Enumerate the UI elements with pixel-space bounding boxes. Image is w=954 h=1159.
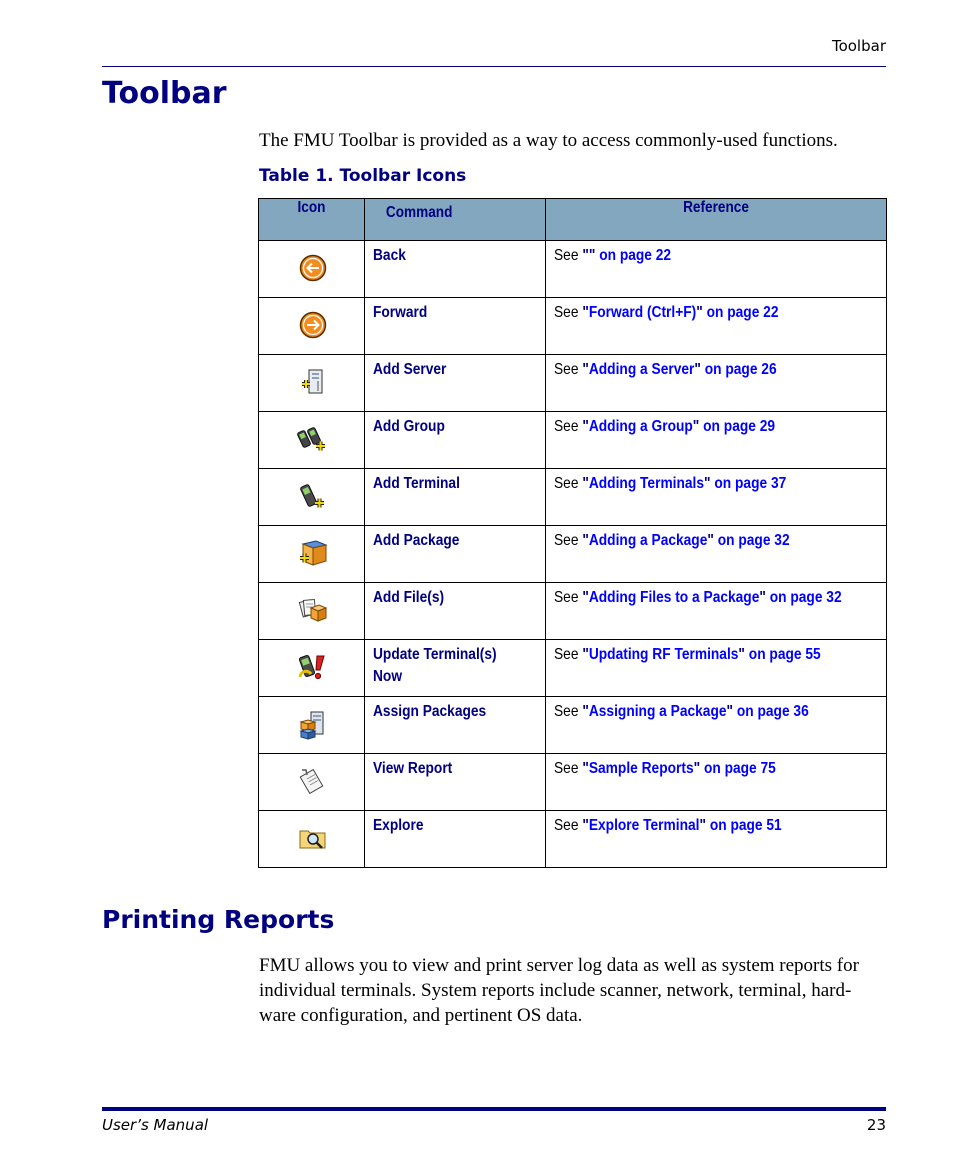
table-row (259, 583, 887, 640)
reference-link[interactable]: Assigning a Package (588, 703, 727, 720)
table-header-row (259, 199, 887, 241)
reference-link[interactable]: Forward (Ctrl+F) (588, 304, 697, 321)
reference-text: See "Adding Terminals" on page 37 (554, 475, 787, 492)
table-row (259, 298, 887, 355)
command-label: Assign Packages (373, 703, 487, 720)
reference-text: See "" on page 22 (554, 247, 672, 264)
reference-link[interactable]: Adding a Server (588, 361, 695, 378)
reference-page-link[interactable]: on page 22 (702, 304, 779, 321)
reference-page-link[interactable]: on page 26 (700, 361, 777, 378)
reference-link[interactable]: Adding Files to a Package (588, 589, 760, 606)
toolbar-icons-table (258, 198, 887, 868)
forward-arrow-icon (298, 310, 328, 340)
table-row (259, 412, 887, 469)
reference-text: See "Sample Reports" on page 75 (554, 760, 776, 777)
section-title-printing-reports: Printing Reports (102, 905, 335, 934)
add-files-icon (297, 595, 329, 625)
back-arrow-icon (298, 253, 328, 283)
reference-text: See "Adding Files to a Package" on page 32 (554, 589, 842, 606)
reference-page-link[interactable]: on page 37 (710, 475, 787, 492)
command-label: Update Terminal(s) Now (373, 646, 497, 685)
reference-link[interactable]: Updating RF Terminals (588, 646, 739, 663)
add-group-icon (297, 424, 329, 454)
reference-page-link[interactable]: on page 75 (700, 760, 776, 777)
command-label: Add File(s) (373, 589, 445, 606)
reference-page-link[interactable]: on page 55 (744, 646, 821, 663)
reference-text: See "Assigning a Package" on page 36 (554, 703, 809, 720)
reference-link[interactable]: Sample Reports (588, 760, 694, 777)
table-row (259, 241, 887, 298)
command-label: Forward (373, 304, 428, 321)
header-rule (102, 66, 886, 67)
reference-text: See "Explore Terminal" on page 51 (554, 817, 782, 834)
command-label: Add Server (373, 361, 447, 378)
table-row (259, 469, 887, 526)
paragraph-line: FMU allows you to view and print server log data as well as system reports for (259, 955, 859, 976)
reference-page-link[interactable]: on page 29 (699, 418, 776, 435)
reference-text: See "Adding a Server" on page 26 (554, 361, 777, 378)
column-header-command: Command (365, 199, 546, 241)
table-caption: Table 1. Toolbar Icons (259, 166, 467, 186)
paragraph-line: individual terminals. System reports include scanner, network, terminal, hard- (259, 980, 852, 1001)
reference-link[interactable]: Adding Terminals (588, 475, 705, 492)
command-label: Explore (373, 817, 424, 834)
explore-icon (297, 823, 329, 853)
table-row (259, 754, 887, 811)
reference-page-link[interactable]: on page 51 (706, 817, 782, 834)
reference-page-link[interactable]: on page 36 (733, 703, 809, 720)
reference-page-link[interactable]: on page 32 (713, 532, 790, 549)
update-terminals-icon (297, 652, 329, 684)
table-row (259, 526, 887, 583)
reference-link[interactable]: Explore Terminal (588, 817, 700, 834)
reference-text: See "Updating RF Terminals" on page 55 (554, 646, 821, 663)
command-label: Add Terminal (373, 475, 460, 492)
paragraph-line: ware configuration, and pertinent OS data. (259, 1005, 583, 1026)
command-label: Add Package (373, 532, 460, 549)
column-header-icon: Icon (259, 199, 365, 241)
intro-paragraph: The FMU Toolbar is provided as a way to access commonly-used functions. (259, 130, 838, 151)
reference-text: See "Forward (Ctrl+F)" on page 22 (554, 304, 779, 321)
assign-packages-icon (297, 709, 329, 741)
command-label: View Report (373, 760, 453, 777)
table-row (259, 811, 887, 868)
reference-text: See "Adding a Group" on page 29 (554, 418, 776, 435)
reference-page-link[interactable]: on page 22 (595, 247, 672, 264)
table-row (259, 697, 887, 754)
add-package-icon (297, 538, 329, 568)
reference-text: See "Adding a Package" on page 32 (554, 532, 790, 549)
command-label: Back (373, 247, 406, 264)
footer-rule (102, 1107, 886, 1111)
section-title-toolbar: Toolbar (102, 76, 227, 111)
view-report-icon (297, 766, 329, 796)
table-row (259, 640, 887, 697)
reference-link[interactable]: Adding a Group (588, 418, 693, 435)
column-header-reference: Reference (546, 199, 887, 241)
add-server-icon (298, 367, 328, 397)
command-label: Add Group (373, 418, 445, 435)
table-row (259, 355, 887, 412)
reference-page-link[interactable]: on page 32 (765, 589, 842, 606)
running-head: Toolbar (831, 37, 886, 55)
printing-reports-paragraph (259, 953, 885, 1028)
footer-manual-title: User’s Manual (102, 1116, 209, 1134)
add-terminal-icon (298, 481, 328, 511)
page-number: 23 (866, 1116, 886, 1134)
reference-link[interactable]: Adding a Package (588, 532, 708, 549)
